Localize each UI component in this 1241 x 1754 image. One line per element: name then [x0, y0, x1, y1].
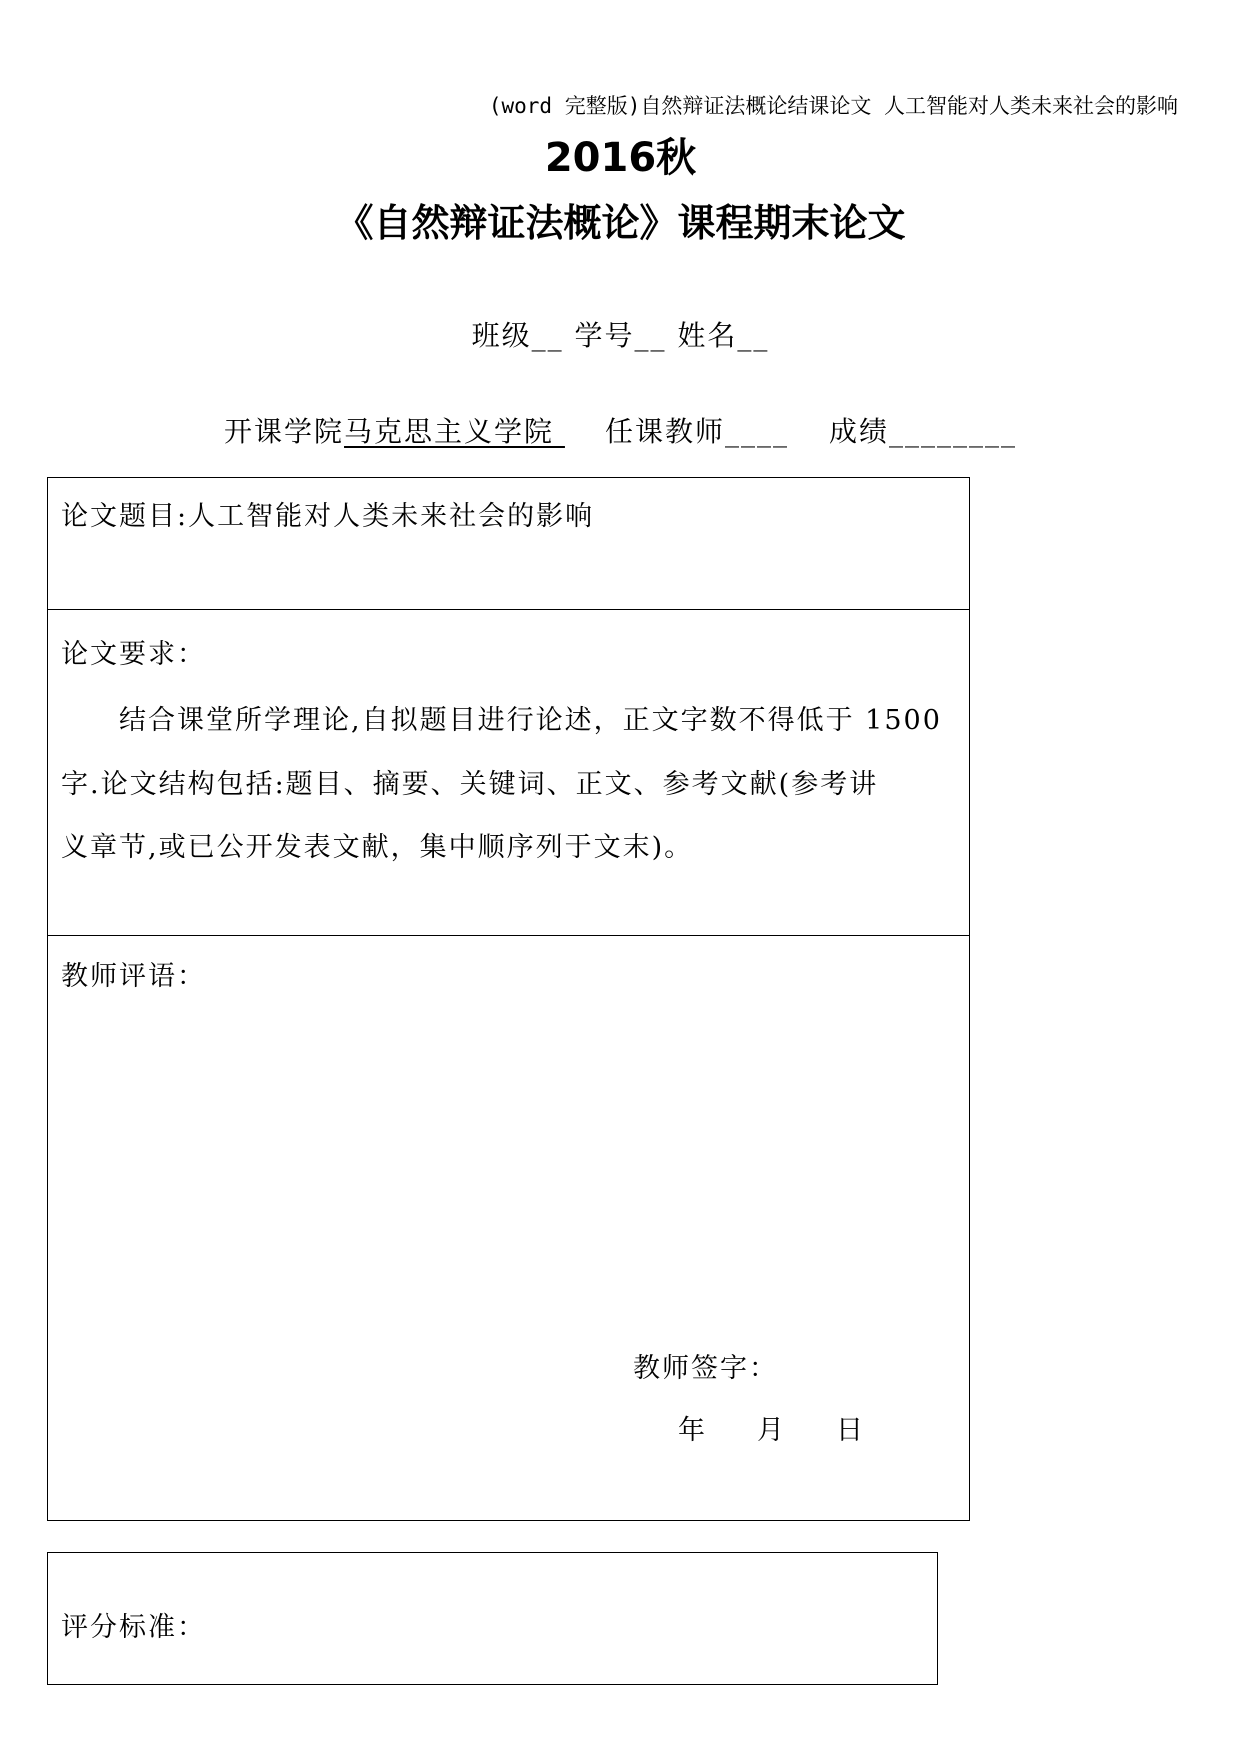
- requirements-line: 字.论文结构包括:题目、摘要、关键词、正文、参考文献(参考讲: [61, 769, 879, 800]
- grading-criteria-label: 评分标准：: [61, 1612, 206, 1643]
- paper-topic: 论文题目:人工智能对人类未来社会的影响: [61, 501, 595, 532]
- id-blank: __: [634, 319, 667, 352]
- requirements-line: 结合课堂所学理论,自拟题目进行论述，正文字数不得低于 1500: [119, 705, 942, 736]
- score-blank: ________: [888, 415, 1017, 448]
- requirements-row: [48, 609, 969, 935]
- requirements-label: 论文要求：: [61, 639, 206, 670]
- teacher-signature-label: 教师签字：: [633, 1353, 778, 1384]
- college-label: 开课学院: [224, 415, 345, 448]
- topic-row: [48, 478, 969, 609]
- teacher-label: 任课教师: [604, 415, 725, 448]
- date-day-label: 日: [836, 1415, 863, 1446]
- name-blank: __: [737, 319, 770, 352]
- requirements-line: 义章节,或已公开发表文献，集中顺序列于文末)。: [61, 832, 694, 863]
- document-header: (word 完整版)自然辩证法概论结课论文 人工智能对人类未来社会的影响: [488, 94, 1178, 118]
- date-year-label: 年: [678, 1415, 705, 1446]
- score-label: 成绩: [828, 415, 889, 448]
- date-month-label: 月: [757, 1415, 784, 1446]
- date-line: [678, 1408, 915, 1447]
- title-course: 《自然辩证法概论》课程期末论文: [335, 201, 906, 245]
- student-info-line: [0, 314, 1241, 354]
- class-blank: __: [531, 319, 564, 352]
- title-year: 2016秋: [544, 135, 697, 181]
- teacher-comment-row: [48, 935, 969, 1520]
- class-label: 班级: [471, 319, 532, 352]
- course-info-line: [0, 410, 1241, 450]
- teacher-comment-label: 教师评语：: [61, 961, 206, 992]
- college-value: 马克思主义学院: [344, 415, 565, 448]
- id-label: 学号: [574, 319, 635, 352]
- paper-info-table: [47, 477, 970, 1521]
- name-label: 姓名: [677, 319, 738, 352]
- teacher-blank: ____: [724, 415, 789, 448]
- grading-criteria-box: [47, 1552, 938, 1685]
